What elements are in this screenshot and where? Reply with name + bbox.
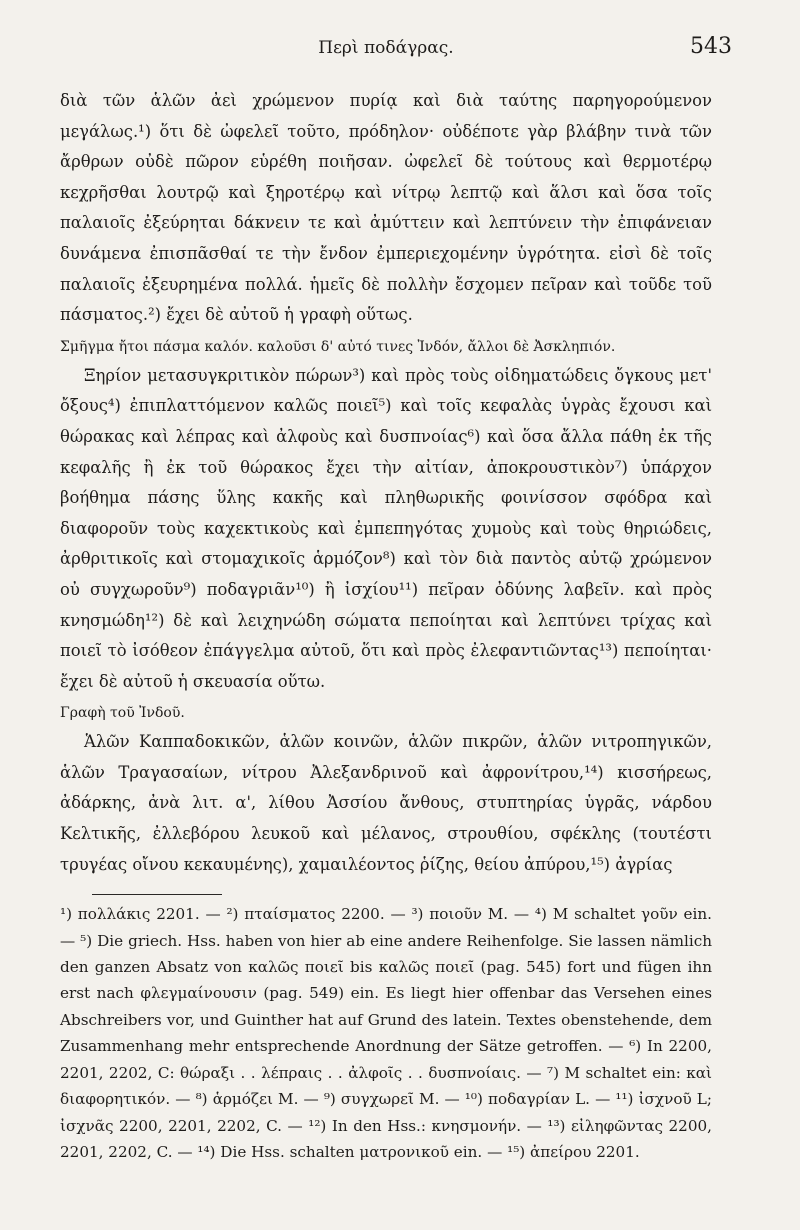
running-title: Περὶ ποδάγρας. bbox=[318, 38, 454, 58]
footnote-divider bbox=[92, 894, 222, 895]
page-number: 543 bbox=[690, 34, 732, 59]
footnote-block: ¹) πολλάκις 2201. — ²) πταίσματος 2200. — ³) ποιοῦν M. — ⁴) M schaltet γοῦν ein. — ⁵) Die griech. Hss. haben von hier ab eine andere Reihenfolge. Sie lassen nämlich den ganzen Absatz von καλῶς ποιεῖ bis καλῶς ποιεῖ (pag. 545) fort und fügen ihn erst nach φλεγμαίνουσιν (pag. 549) ein. Es liegt hier offenbar das Versehen eines Abschreibers vor, und Guinther hat auf Grund des latein. Textes obenstehende, dem Zusammenhang mehr entsprechende Anordnung der Sätze getroffen. — ⁶) In 2200, 2201, 2202, C: θώραξι . . λέπραις . . ἀλφοῖς . . δυσπνοίαις. — ⁷) M schaltet ein: καὶ διαφορητικόν. — ⁸) ἁρμόζει M. — ⁹) συγχωρεῖ M. — ¹⁰) ποδαγρίαν L. — ¹¹) ἰσχνοῦ L; ἰσχνᾶς 2200, 2201, 2202, C. — ¹²) In den Hss.: κνησμονήν. — ¹³) εἰληφῶντας 2200, 2201, 2202, C. — ¹⁴) Die Hss. schalten ματρονικοῦ ein. — ¹⁵) ἀπείρου 2201. bbox=[60, 905, 712, 1161]
paragraph-one: διὰ τῶν ἁλῶν ἀεὶ χρώμενον πυρίᾳ καὶ διὰ ταύτης παρηγορούμενον μεγάλως.¹) ὅτι δὲ ὠφελεῖ τοῦτο, πρόδηλον· οὐδέποτε γὰρ βλάβην τινὰ τῶν ἄρθρων οὐδὲ πῶρον εὑρέθη ποιῆσαν. ὠφελεῖ δὲ τούτους καὶ θερμοτέρῳ κεχρῆσθαι λουτρῷ καὶ ξηροτέρῳ καὶ νίτρῳ λεπτῷ καὶ ἅλσι καὶ ὅσα τοῖς παλαιοῖς ἐξεύρηται δάκνειν τε καὶ ἀμύττειν καὶ λεπτύνειν τὴν ἐπιφάνειαν δυνάμενα ἐπισπᾶσθαί τε τὴν ἔνδον ἐμπεριεχομένην ὑγρότητα. εἰσὶ δὲ τοῖς παλαιοῖς ἐξευρημένα πολλά. ἡμεῖς δὲ πολλὴν ἔσχομεν πεῖραν καὶ τοῦδε τοῦ πάσματος.²) ἔχει δὲ αὐτοῦ ἡ γραφὴ οὕτως. bbox=[60, 91, 712, 325]
section-heading: Γραφὴ τοῦ Ἰνδοῦ. bbox=[60, 705, 185, 722]
footnotes bbox=[60, 901, 712, 1165]
paragraph-three: Ἁλῶν Καππαδοκικῶν, ἁλῶν κοινῶν, ἁλῶν πικρῶν, ἁλῶν νιτροπηγικῶν, ἁλῶν Τραγασαίων, νίτρου Ἀλεξανδρινοῦ καὶ ἀφρονίτρου,¹⁴) κισσήρεως, ἀδάρκης, ἀνὰ λιτ. α', λίθου Ἀσσίου ἄνθους, στυπτηρίας ὑγρᾶς, νάρδου Κελτικῆς, ἐλλεβόρου λευκοῦ καὶ μέλανος, στρουθίου, σφέκλης (τουτέστι τρυγέας οἴνου κεκαυμένης), χαμαιλέοντος ῥίζης, θείου ἀπύρου,¹⁵) ἀγρίας bbox=[60, 732, 712, 874]
main-text bbox=[60, 86, 712, 880]
page-header bbox=[60, 30, 732, 70]
recipe-caption: Σμῆγμα ἤτοι πάσμα καλόν. καλοῦσι δ' αὐτό τινες Ἰνδόν, ἄλλοι δὲ Ἀσκληπιόν. bbox=[60, 338, 616, 355]
paragraph-two: Ξηρίον μετασυγκριτικὸν πώρων³) καὶ πρὸς τοὺς οἰδηματώδεις ὄγκους μετ' ὄξους⁴) ἐπιπλαττόμενον καλῶς ποιεῖ⁵) καὶ τοῖς κεφαλὰς ὑγρὰς ἔχουσι καὶ θώρακας καὶ λέπρας καὶ ἀλφοὺς καὶ δυσπνοίας⁶) καὶ ὅσα ἄλλα πάθη ἐκ τῆς κεφαλῆς ἢ ἐκ τοῦ θώρακος ἔχει τὴν αἰτίαν, ἀποκρουστικὸν⁷) ὑπάρχον βοήθημα πάσης ὕλης κακῆς καὶ πληθωρικῆς φοινίσσον σφόδρα καὶ διαφοροῦν τοὺς καχεκτικοὺς καὶ ἐμπεπηγότας χυμοὺς καὶ τοὺς θηριώδεις, ἀρθριτικοῖς καὶ στομαχικοῖς ἁρμόζον⁸) καὶ τὸν διὰ παντὸς αὐτῷ χρώμενον οὐ συγχωροῦν⁹) ποδαγριᾶν¹⁰) ἢ ἰσχίου¹¹) πεῖραν ὀδύνης λαβεῖν. καὶ πρὸς κνησμώδη¹²) δὲ καὶ λειχηνώδη σώματα πεποίηται καὶ λεπτύνει τρίχας καὶ ποιεῖ τὸ ἰσόθεον ἐπάγγελμα αὐτοῦ, ὅτι καὶ πρὸς ἐλεφαντιῶντας¹³) πεποίηται· ἔχει δὲ αὐτοῦ ἡ σκευασία οὕτω. bbox=[60, 365, 712, 691]
